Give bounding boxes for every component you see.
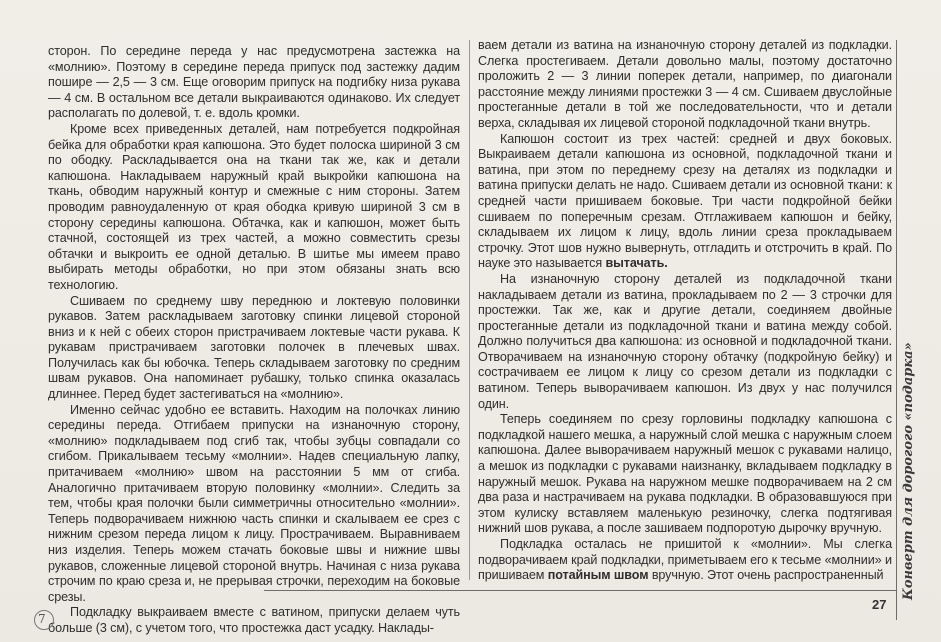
- right-paragraph-2-text: Капюшон состоит из трех частей: средней и двух боковых. Выкраиваем детали капюшона из основной, подкладочной ткани и ватина, при этом по переднему срезу на деталях из подкладки и ватина припуски делать не надо. Сшиваем детали из основной ткани: к средней части пришиваем боковые. Три части подкройной бейки сшиваем по поперечным срезам. Отглаживаем капюшон и бейку, складываем их лицом к лицу, вдоль линии среза прокладываем строчку. Этот шов нужно вывернуть, отгладить и отстрочить в край. По науке это называется: [478, 131, 892, 271]
- right-paragraph-5-tail: вручную. Этот очень распространенный: [651, 568, 884, 583]
- left-paragraph-2: Кроме всех приведенных деталей, нам потребуется подкройная бейка для обработки края капюшона. Это будет полоска шириной 3 см по ободку. Раскладывается она на ткани так же, как и детали капюшона. Накладываем наружный край выкройки капюшона на ткань, обводим наружный контур и смежные с ним стороны. Затем проводим равноудаленную от края ободка кривую шириной 3 см в сторону середины капюшона. Обтачка, как и капюшон, может быть стачной, состоящей из трех частей, а можно совместить срезы обтачки и выкроить ее одной деталью. В шитье мы имеем право выбирать методы обработки, но при этом обязаны знать всю технологию.: [48, 121, 460, 292]
- left-paragraph-5: Подкладку выкраиваем вместе с ватином, припуски делаем чуть больше (3 см), с учетом того, что простежка даст усадку. Наклады-: [48, 605, 460, 635]
- left-paragraph-1: сторон. По середине переда у нас предусмотрена застежка на «молнию». Поэтому в середине переда припуск под застежку дадим пошире — 2,5 — 3 см. Еще оговорим припуск на подгибку низа рукава — 4 см. В остальном все детали выкраиваются одинаково. Их следует располагать по долевой, т. е. вдоль кромки.: [48, 44, 460, 121]
- page-number: 27: [872, 597, 887, 612]
- term-vytachat: вытачать.: [605, 256, 668, 271]
- right-paragraph-4: Теперь соединяем по срезу горловины подкладку капюшона с подкладкой нашего мешка, а наружный слой мешка с наружным слоем капюшона. Далее выворачиваем наружный мешок с рукавами налицо, а мешок из подкладки с рукавами наизнанку, вкладываем подкладку в наружный мешок. Рукава на наружном мешке подворачиваем на 2 см два раза и настрачиваем на рукава подкладки. В образовавшуюся при этом кулиску вставляем маленькую резиночку, слегка подтягивая нижний шов рукава, а после зашиваем подпоротую дырочку вручную.: [478, 412, 892, 536]
- right-paragraph-2: [478, 132, 892, 272]
- right-paragraph-5-text: Подкладка осталась не пришитой к «молнии». Мы слегка подворачиваем край подкладки, приметываем его к тесьме «молнии» и пришиваем: [478, 537, 892, 583]
- right-paragraph-1: ваем детали из ватина на изнаночную сторону деталей из подкладки. Слегка простегиваем. Детали довольно малы, поэтому достаточно проложить 2 — 3 линии поперек детали, например, по диагонали расстояние между линиями простежки 3 — 4 см. Сшиваем двуслойные простеганные детали в той же последовательности, что и детали верха, складывая их лицевой стороной подкладочной ткани внутрь.: [478, 38, 892, 130]
- right-paragraph-3: На изнаночную сторону деталей из подкладочной ткани накладываем детали из ватина, прокладываем по 2 — 3 строчки для простежки. Так же, как и другие детали, соединяем двойные простеганные детали из подкладочной ткани и ватина между собой. Должно получиться два капюшона: из основной и подкладочной ткани. Отворачиваем на изнаночную сторону обтачку (подкройную бейку) и сострачиваем ее лицом к лицу со срезом детали из подкладки с ватином. Теперь выворачиваем капюшон. Из двух у нас получился один.: [478, 271, 892, 411]
- side-caption: Конверт для дорогого «подарка»: [901, 342, 916, 600]
- right-paragraph-5: [478, 537, 892, 584]
- corner-mark: 7: [38, 612, 46, 626]
- left-paragraph-3: Сшиваем по среднему шву переднюю и локтевую половинки рукавов. Затем раскладываем заготовку спинки лицевой стороной вниз и к ней с обеих сторон пристрачиваем локтевые части рукава. К рукавам пристрачиваем заготовки полочек в плечевых швах. Получилась как бы юбочка. Теперь складываем заготовку по средним швам рукавов. Она напоминает рубашку, только спинка оказалась длиннее. Перед будет застегиваться на «молнию».: [48, 293, 460, 402]
- left-paragraph-4: Именно сейчас удобно ее вставить. Находим на полочках линию середины переда. Отгибаем припуски на изнаночную сторону, «молнию» подкладываем под сгиб так, чтобы зубцы совпадали со сгибом. Прикалываем тесьму «молнии». Надев специальную лапку, притачиваем «молнию» швом на расстоянии 5 мм от сгиба. Аналогично притачиваем вторую половинку «молнии». Следить за тем, чтобы края полочки были симметричны относительно «молнии». Теперь подворачиваем нижнюю часть спинки и скалываем ее срез с нижним срезом переда лицом к лицу. Прострачиваем. Выравниваем низ изделия. Теперь можем стачать боковые швы и нижние швы рукавов, сложенные лицевой стороной внутрь. Начиная с низа рукава строчим по краю среза и, не прерывая строчки, переходим на боковые срезы.: [48, 402, 460, 604]
- left-column: [48, 44, 460, 637]
- bottom-rule: [264, 590, 896, 591]
- right-column: [478, 38, 892, 584]
- column-divider: [469, 40, 470, 580]
- right-border-rule: [896, 40, 897, 620]
- term-potaynoy-shov: потайным швом: [547, 568, 649, 583]
